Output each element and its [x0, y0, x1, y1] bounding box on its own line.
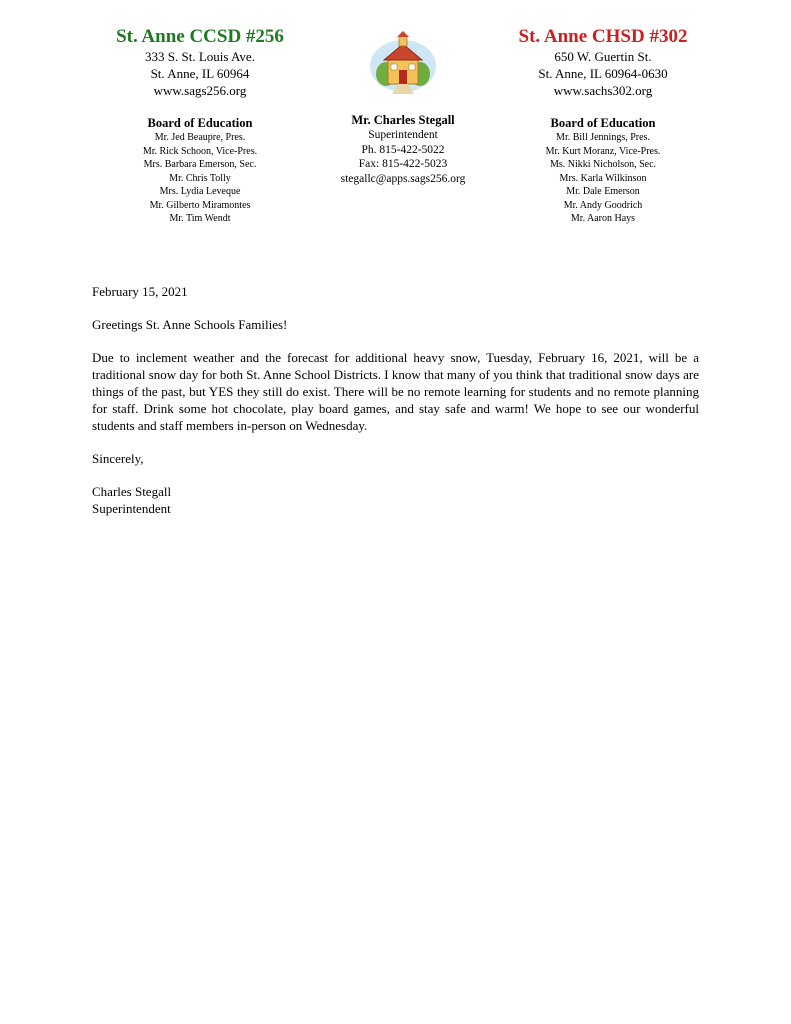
right-board-list — [503, 131, 703, 226]
superintendent-title: Superintendent — [368, 129, 438, 141]
right-board-member: Mr. Aaron Hays — [570, 213, 636, 224]
signature-name: Charles Stegall — [92, 484, 172, 499]
left-board-member: Mr. Jed Beaupre, Pres. — [154, 132, 246, 143]
superintendent-email: stegallc@apps.sags256.org — [340, 172, 466, 185]
left-district-name: St. Anne CCSD #256 — [116, 26, 284, 47]
letter-body — [92, 283, 699, 517]
letter-date: February 15, 2021 — [92, 284, 188, 299]
left-address-line2: St. Anne, IL 60964 — [150, 66, 250, 81]
left-board-member: Mr. Chris Tolly — [169, 172, 231, 184]
left-board-heading: Board of Education — [147, 116, 253, 130]
letter-closing: Sincerely, — [92, 451, 144, 466]
superintendent-header — [318, 26, 488, 186]
right-website: www.sachs302.org — [553, 83, 653, 98]
left-district-header — [100, 26, 300, 226]
left-board-member: Mr. Gilberto Miramontes — [149, 199, 251, 211]
left-board-list — [100, 131, 300, 226]
right-board-heading: Board of Education — [550, 116, 656, 130]
left-address-line1: 333 S. St. Louis Ave. — [145, 49, 255, 64]
right-address-line1: 650 W. Guertin St. — [554, 49, 652, 64]
right-board-member: Mrs. Karla Wilkinson — [559, 172, 647, 184]
left-board-member: Mrs. Barbara Emerson, Sec. — [143, 159, 257, 170]
left-board-member: Mr. Tim Wendt — [169, 213, 231, 224]
signature-block — [92, 483, 699, 517]
left-board-member: Mrs. Lydia Leveque — [159, 186, 241, 197]
superintendent-phone: Ph. 815-422-5022 — [361, 143, 445, 156]
letter-paragraph: Due to inclement weather and the forecast for additional heavy snow, Tuesday, February 16, 2021, will be a traditional snow day for both St. Anne School Districts. I know that many of you think that traditional snow days are things of the past, but YES they still do exist. There will be no remote learning for students and no remote planning for staff. Drink some hot chocolate, play board games, and stay safe and warm! We hope to see our wonderful students and staff members in-person on Wednesday. — [92, 350, 699, 433]
left-website: www.sags256.org — [153, 83, 247, 98]
schoolhouse-icon — [368, 26, 438, 96]
right-board-member: Mr. Dale Emerson — [566, 186, 640, 197]
superintendent-fax: Fax: 815-422-5023 — [358, 158, 448, 170]
right-address-line2: St. Anne, IL 60964-0630 — [538, 66, 668, 81]
signature-title: Superintendent — [92, 501, 171, 516]
right-board-member: Mr. Bill Jennings, Pres. — [556, 132, 650, 143]
right-district-name: St. Anne CHSD #302 — [518, 26, 688, 47]
letter-greeting: Greetings St. Anne Schools Families! — [92, 317, 288, 332]
left-board-member: Mr. Rick Schoon, Vice-Pres. — [142, 145, 258, 157]
right-board-member: Mr. Andy Goodrich — [563, 199, 643, 211]
right-board-member: Ms. Nikki Nicholson, Sec. — [549, 159, 657, 170]
superintendent-name: Mr. Charles Stegall — [351, 113, 455, 127]
right-district-header — [503, 26, 703, 226]
right-board-member: Mr. Kurt Moranz, Vice-Pres. — [545, 145, 661, 157]
